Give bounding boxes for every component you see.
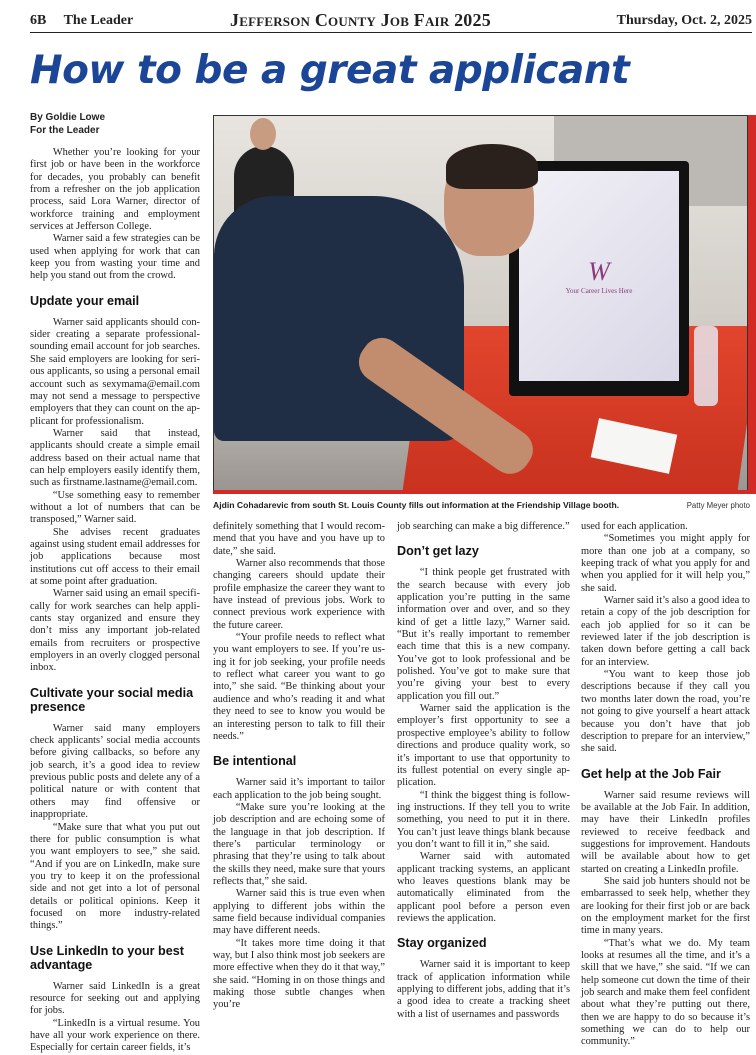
article-paragraph: “You want to keep those job descriptions because if they call you two months later down the road, you’re not going to give yourself a heart attack because you don’t have that job description to prepare for an interview,” she said. [581, 669, 750, 755]
photo-caption: Ajdin Cohadarevic from south St. Louis County fills out information at the Friendship Village booth. [213, 500, 620, 510]
article-paragraph: “Make sure you’re looking at the job description and are echoing some of the language in that job description. If there’s particular terminology or phrasing that they’re using to talk about the skills they need, make sure that yours reflects that,” she said. [213, 801, 385, 887]
article-column-4 [581, 521, 750, 1049]
screen-text: Your Career Lives Here [565, 287, 633, 295]
screen-logo-icon: W [588, 257, 610, 286]
article-paragraph: “Your profile needs to reflect what you want employers to see. If you’re using it for job seeking, your profile needs to reflect what career you want to go into,” she said. “Be thinking about your audience and who’s reading it and what they need to see to know you would be an interesting person to talk to fill their needs.” [213, 632, 385, 742]
article-paragraph: “Make sure that what you put out there for public consumption is what you want employers to see,” she said. “And if you are on LinkedIn, make sure you try to keep it on the professional side and not get into a lot of personal details or political opinions. Keep it focused on more industry-related things.” [30, 821, 200, 932]
article-paragraph: “I think people get frustrated with the search because with every job application you’re putting in the same information over and over, and so they kind of get a little lazy,” Warner said. “But it’s really important to remember each time that this is a new company. You’ve got to look professional and be polished. You’ve got to make sure that you’re giving your best to every application you fill out.” [397, 567, 570, 702]
article-paragraph: Warner said resume reviews will be available at the Job Fair. In addition, may have their LinkedIn profiles reviewed to receive feedback and suggestions for improvement. Handouts will be available about how to get started on creating a LinkedIn profile. [581, 789, 750, 875]
issue-date: Thursday, Oct. 2, 2025 [616, 13, 752, 28]
article-column-1 [30, 147, 200, 1055]
section-heading: Cultivate your social media presence [30, 685, 194, 714]
article-paragraph: “Use something easy to remember without a lot of numbers that can be transposed,” Warner said. [30, 489, 200, 526]
section-heading: Stay organized [397, 936, 487, 951]
article-column-2 [213, 521, 385, 1012]
article-paragraph: Warner said using an email specifically for work searches can help applicants stay organized and ensure they don’t miss any important job-related emails from recruiters or prospective employers in an overly clogged personal inbox. [30, 588, 200, 674]
article-paragraph: “I think the biggest thing is following instructions. If they tell you to write something, you need to put it in there. You can’t just leave things blank because you don’t want to fill it in,” she said. [397, 789, 570, 850]
accent-bar-side [748, 115, 756, 494]
article-column-3 [397, 521, 570, 1021]
section-heading: Use LinkedIn to your best advantage [30, 943, 184, 972]
masthead-left [30, 13, 147, 29]
article-photo [213, 115, 748, 492]
section-heading: Get help at the Job Fair [581, 766, 721, 781]
page-number: 6B [30, 13, 47, 28]
section-heading: Don’t get lazy [397, 544, 479, 559]
article-paragraph: Warner said with automated applicant tracking systems, an applicant who leaves questions blank may be automatically eliminated from the applicant pool before a person even reviews the application. [397, 851, 570, 924]
byline-author: By Goldie Lowe [30, 112, 106, 123]
article-paragraph: Warner said applicants should consider creating a separate professional-sounding email account for job searches. She said employers are looking for serious applicants, so using a personal email account such as sexymama@email.com may not send a message to perspective employers that they can count on the applicant for professionalism. [30, 316, 200, 427]
article-paragraph: Warner said many employers check applicants’ social media accounts before giving callbacks, so before any job search, it’s a good idea to review previous public posts and delete any of a political nature or with content that others may find offensive or inappropriate. [30, 722, 200, 821]
article-paragraph: Warner said that instead, applicants should create a simple email address based on their actual name that can help employers easily identify them, such as firstname.lastname@email.com. [30, 427, 200, 489]
article-paragraph: She advises recent graduates against using student email addresses for job applications because most institutions cut off access to their email at some point after graduation. [30, 526, 200, 587]
byline [30, 112, 105, 137]
photo-applicant-hair [446, 144, 538, 189]
byline-affiliation: For the Leader [30, 124, 100, 136]
article-paragraph: used for each application. [581, 521, 688, 532]
article-paragraph: “It takes more time doing it that way, but I also think most job seekers are more effective when they do it that way,” she said. “Homing in on those things and making those subtle changes when you’re [213, 937, 385, 1011]
article-paragraph: “Sometimes you might apply for more than one job at a company, so keeping track of what you apply for and when you applied for it will help you,” she said. [581, 533, 750, 594]
article-paragraph: Warner said a few strategies can be used when applying for work that can keep you from wasting your time and help you stand out from the crowd. [30, 233, 200, 282]
article-paragraph: Warner said it is important to keep track of application information while applying to different jobs, adding that it’s a good idea to create a tracking sheet with a list of usernames and passwords [397, 959, 570, 1020]
photo-bystander-head [250, 118, 276, 150]
article-paragraph: Whether you’re looking for your first job or have been in the workforce for decades, you probably can benefit from a refresher on the job application process, said Lora Warner, director of workforce training and employment services at Jefferson College. [30, 147, 200, 233]
article-paragraph: “That’s what we do. My team looks at resumes all the time, and it’s a skill that we have,” she said. “If we can help someone cut down the time of their job search and make them feel confident about what they’re putting out there, then we are happy to do so because it’s something we can do to help our community.” [581, 937, 750, 1048]
article-paragraph: Warner said it’s important to tailor each application to the job being sought. [213, 777, 385, 801]
article-paragraph: Warner also recommends that those changing careers should update their profile emphasize the career they want to have instead of previous jobs. Work to connect previous work experience with the future career. [213, 558, 385, 631]
accent-bar-bottom [213, 490, 756, 494]
masthead [30, 8, 752, 33]
paper-name: The Leader [63, 13, 134, 28]
article-paragraph: Warner said this is true even when applying to different jobs within the same field because individual companies may have different needs. [213, 888, 385, 937]
photo-monitor-screen [519, 171, 679, 381]
article-paragraph: Warner said LinkedIn is a great resource for seeking out and applying for jobs. [30, 980, 200, 1017]
photo-water-bottle [694, 326, 718, 406]
article-paragraph: “LinkedIn is a virtual resume. You have all your work experience on there. Especially for certain career fields, it’s [30, 1017, 200, 1054]
section-title: Jefferson County Job Fair 2025 [230, 10, 491, 30]
article-paragraph: She said job hunters should not be embarrassed to seek help, whether they are looking for their first job or are back on the employment market for the first time in many years. [581, 875, 750, 937]
headline: How to be a great applicant [30, 48, 630, 93]
article-paragraph: definitely something that I would recommend that you have and you have up to date,” she said. [213, 521, 385, 557]
article-paragraph: Warner said it’s also a good idea to retain a copy of the job description for each job applied for so it can be reviewed later if the job description is taken down before getting a call back for an interview. [581, 595, 750, 668]
article-paragraph: job searching can make a big difference.” [397, 521, 570, 532]
section-heading: Update your email [30, 293, 140, 308]
section-heading: Be intentional [213, 754, 297, 769]
article-paragraph: Warner said the application is the employer’s first opportunity to see a prospective employee’s ability to follow directions and produce quality work, so it’s important to use that opportunity to its fullest potential on every single application. [397, 703, 570, 789]
photo-credit: Patty Meyer photo [686, 501, 750, 510]
